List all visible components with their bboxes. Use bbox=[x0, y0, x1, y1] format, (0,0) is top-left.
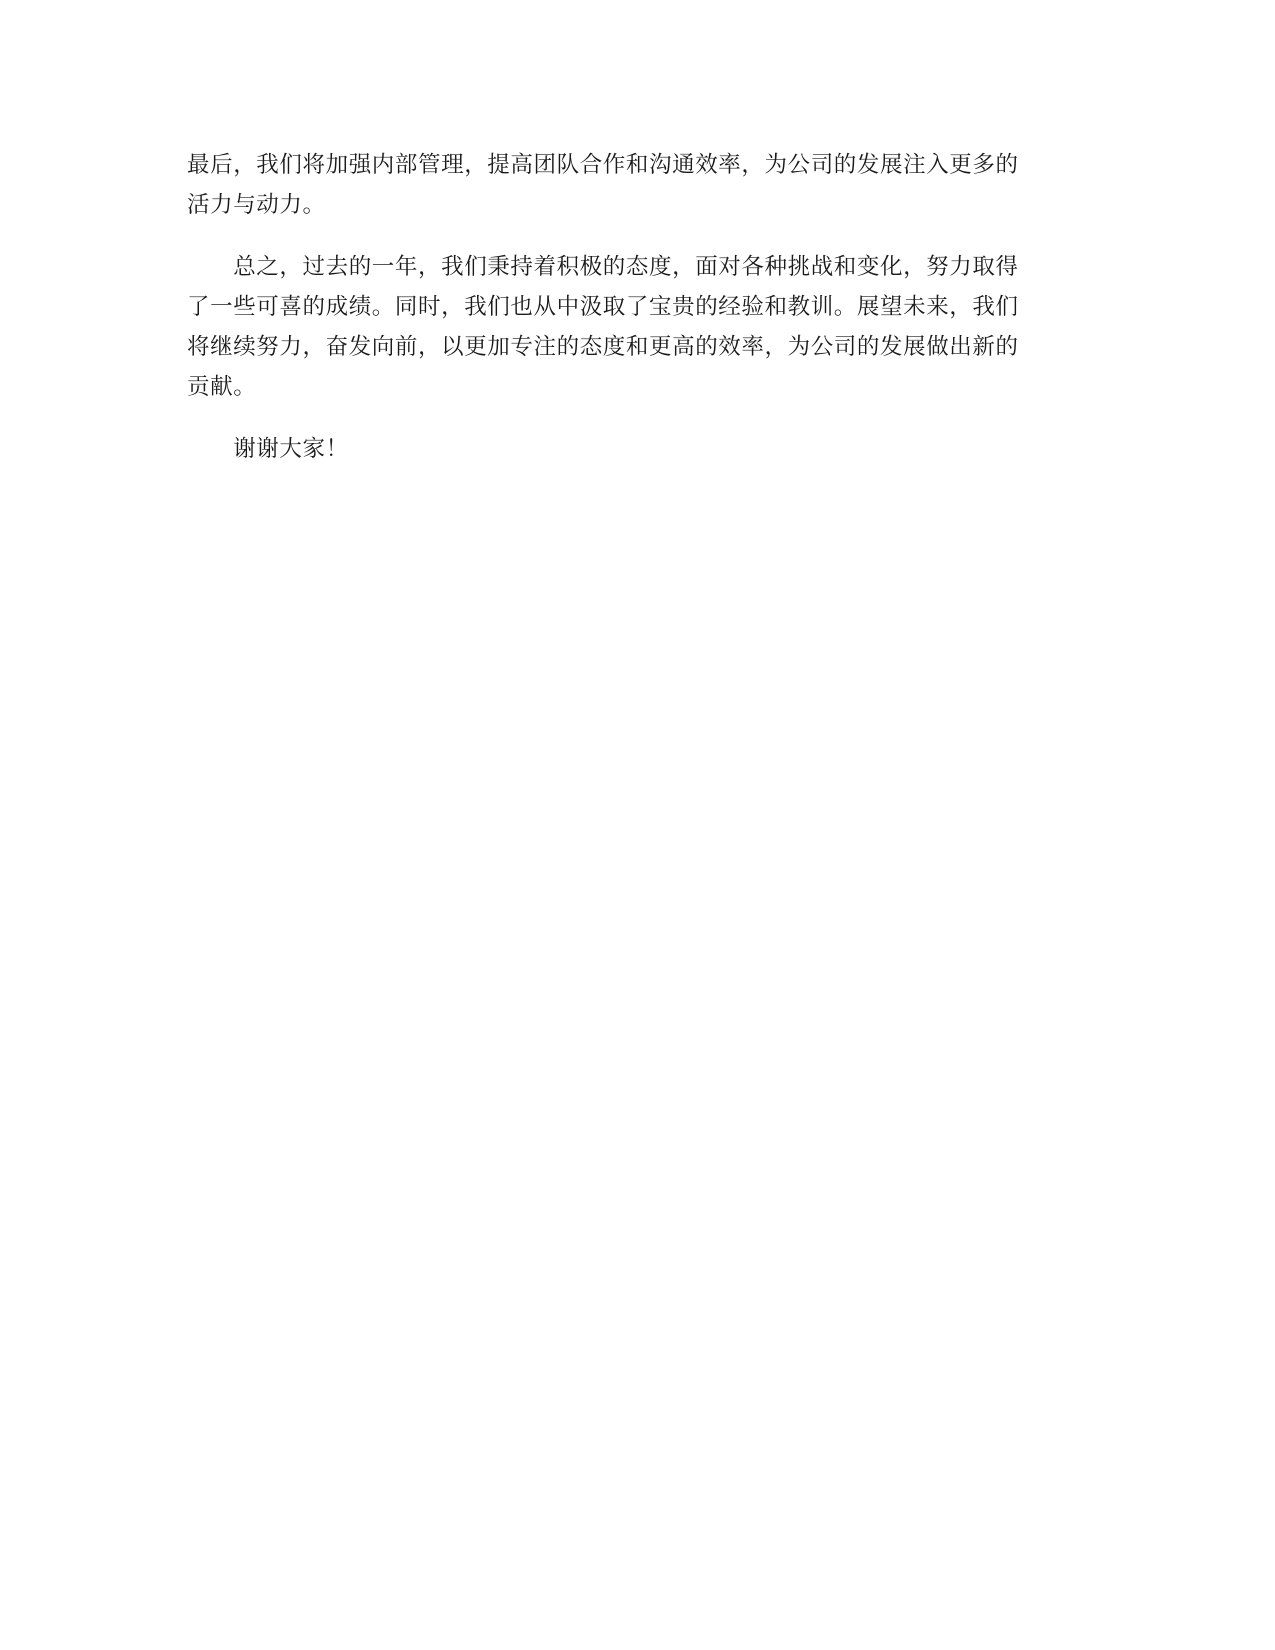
paragraph-closing-management: 最后，我们将加强内部管理，提高团队合作和沟通效率，为公司的发展注入更多的 活力与动力。 bbox=[187, 152, 1019, 218]
paragraph-thanks: 谢谢大家！ bbox=[187, 436, 349, 462]
document-body bbox=[187, 145, 1087, 469]
paragraph-summary: 总之，过去的一年，我们秉持着积极的态度，面对各种挑战和变化，努力取得 了一些可喜的成绩。同时，我们也从中汲取了宝贵的经验和教训。展望未来，我们 将继续努力，奋发向前，以更加专注的态度和更高的效率，为公司的发展做出新的 贡献。 bbox=[187, 254, 1019, 400]
